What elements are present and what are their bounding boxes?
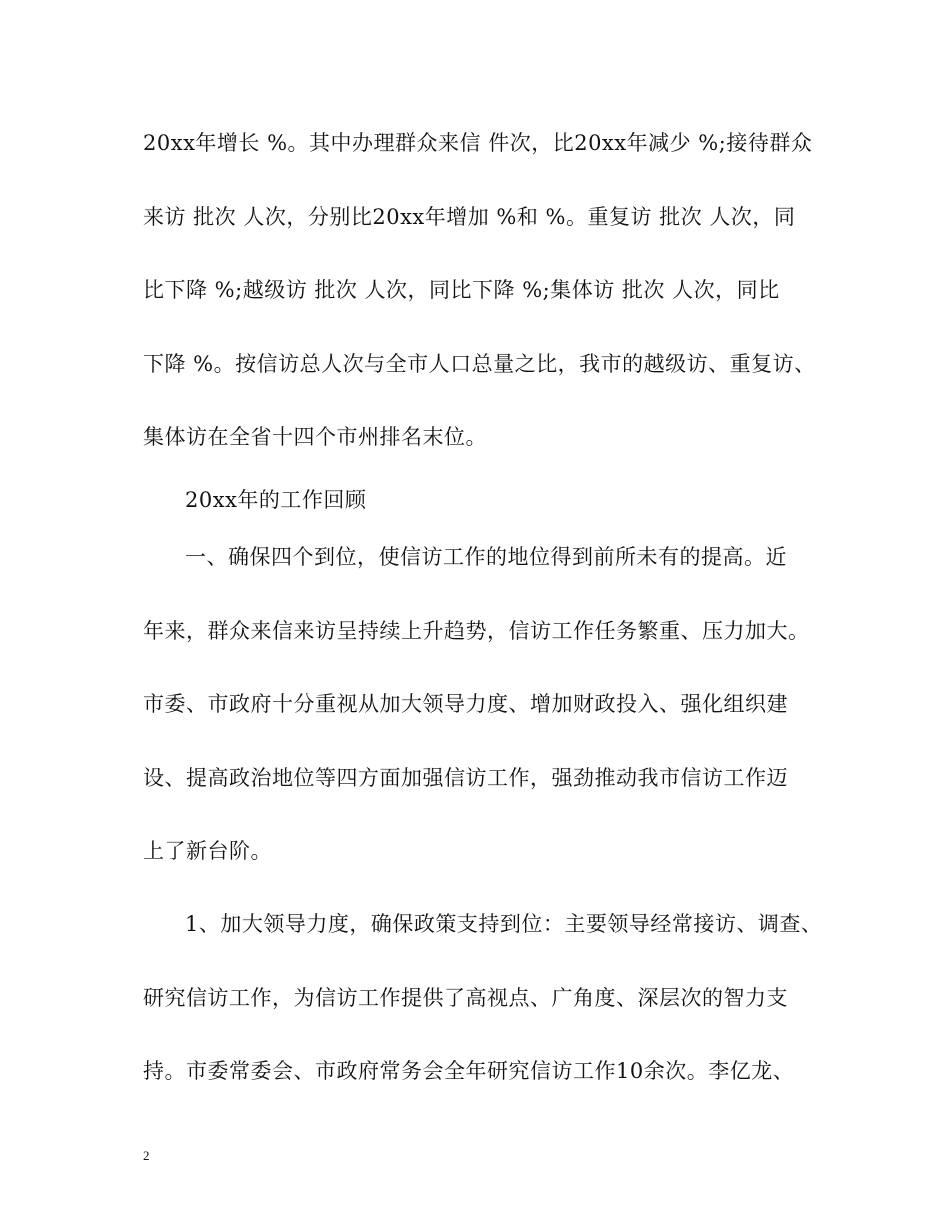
- section-heading: 20xx年的工作回顾: [185, 488, 367, 512]
- text-line: 设、提高政治地位等四方面加强信访工作，强劲推动我市信访工作迈: [143, 766, 788, 790]
- text-line: 年来，群众来信来访呈持续上升趋势，信访工作任务繁重、压力加大。: [143, 619, 810, 643]
- text-line: 比下降 %;越级访 批次 人次，同比下降 %;集体访 批次 人次，同比: [143, 278, 780, 302]
- text-line: 来访 批次 人次，分别比20xx年增加 %和 %。重复访 批次 人次，同: [143, 205, 796, 229]
- page-number: 2: [143, 1148, 150, 1163]
- text-line: 20xx年增长 %。其中办理群众来信 件次，比20xx年减少 %;接待群众: [143, 131, 813, 155]
- subsection-line: 1、加大领导力度，确保政策支持到位：主要领导经常接访、调查、: [185, 912, 823, 936]
- text-line: 持。市委常委会、市政府常务会全年研究信访工作10余次。李亿龙、: [143, 1059, 795, 1083]
- text-line: 市委、市政府十分重视从加大领导力度、增加财政投入、强化组织建: [143, 692, 788, 716]
- text-line: 集体访在全省十四个市州排名末位。: [143, 425, 487, 449]
- text-line: 上了新台阶。: [143, 839, 272, 863]
- text-line: 下降 %。按信访总人次与全市人口总量之比，我市的越级访、重复访、: [143, 352, 816, 376]
- text-line: 研究信访工作，为信访工作提供了高视点、广角度、深层次的智力支: [143, 986, 788, 1010]
- paragraph-heading: 一、确保四个到位，使信访工作的地位得到前所未有的提高。近: [185, 545, 787, 569]
